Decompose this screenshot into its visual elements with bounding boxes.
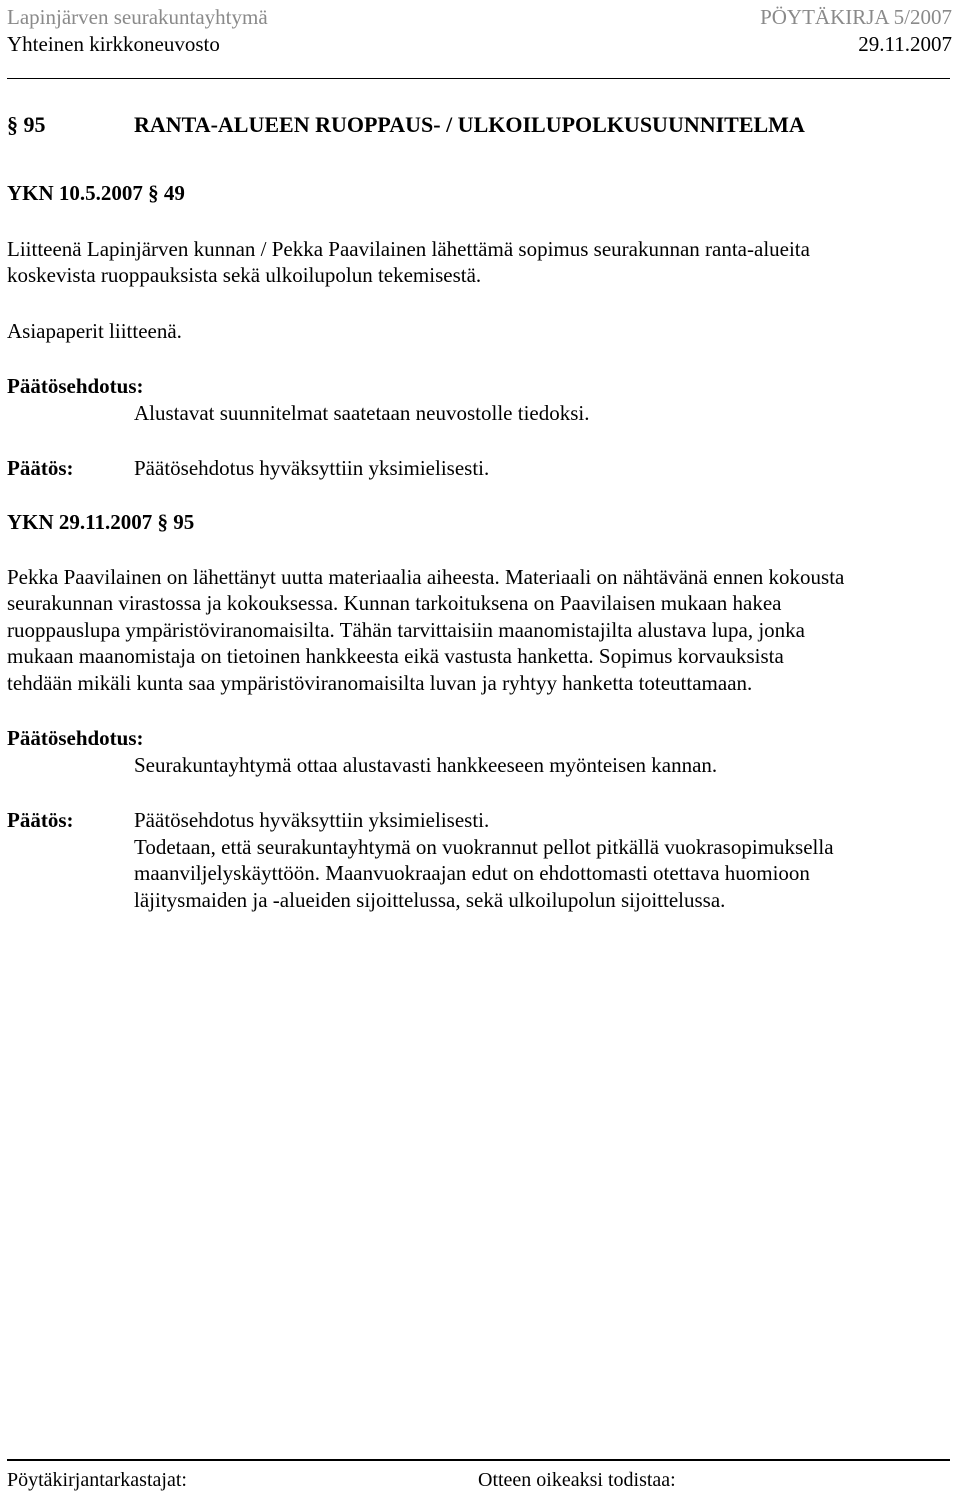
body-line-5: tehdään mikäli kunta saa ympäristöviranomaisilta luvan ja ryhtyy hanketta toteuttamaan. <box>7 671 753 695</box>
document-type: PÖYTÄKIRJA 5/2007 <box>760 5 952 29</box>
ykn-reference-2: YKN 29.11.2007 § 95 <box>7 510 195 534</box>
proposal-text-2: Seurakuntayhtymä ottaa alustavasti hankkeeseen myönteisen kannan. <box>134 753 718 777</box>
proposal-label-1: Päätösehdotus: <box>7 374 144 398</box>
meeting-date: 29.11.2007 <box>858 32 952 56</box>
organization-name: Lapinjärven seurakuntayhtymä <box>7 5 268 29</box>
decision-label-2: Päätös: <box>7 808 74 832</box>
section-title: RANTA-ALUEEN RUOPPAUS- / ULKOILUPOLKUSUUNNITELMA <box>134 112 805 137</box>
footer-certification: Otteen oikeaksi todistaa: <box>478 1469 676 1491</box>
ykn-reference-1: YKN 10.5.2007 § 49 <box>7 181 185 205</box>
attachment-line-2: koskevista ruoppauksista sekä ulkoilupolun tekemisestä. <box>7 263 482 287</box>
attachment-line-1: Liitteenä Lapinjärven kunnan / Pekka Paavilainen lähettämä sopimus seurakunnan ranta-alueita <box>7 237 810 261</box>
section-number: § 95 <box>7 112 46 137</box>
papers-note: Asiapaperit liitteenä. <box>7 319 182 343</box>
decision-line-4: läjitysmaiden ja -alueiden sijoittelussa, sekä ulkoilupolun sijoittelussa. <box>134 888 726 912</box>
footer-reviewers: Pöytäkirjantarkastajat: <box>7 1469 187 1491</box>
proposal-text-1: Alustavat suunnitelmat saatetaan neuvostolle tiedoksi. <box>134 401 590 425</box>
footer-rule <box>7 1459 950 1461</box>
decision-line-3: maanviljelyskäyttöön. Maanvuokraajan edut on ehdottomasti otettava huomioon <box>134 861 810 885</box>
proposal-label-2: Päätösehdotus: <box>7 726 144 750</box>
decision-text-1: Päätösehdotus hyväksyttiin yksimielisesti. <box>134 456 490 480</box>
decision-label-1: Päätös: <box>7 456 74 480</box>
body-line-4: mukaan maanomistaja on tietoinen hankkeesta eikä vastusta hanketta. Sopimus korvauksista <box>7 644 784 668</box>
body-line-2: seurakunnan virastossa ja kokouksessa. Kunnan tarkoituksena on Paavilaisen mukaan hakea <box>7 591 782 615</box>
decision-line-1: Päätösehdotus hyväksyttiin yksimielisesti. <box>134 808 490 832</box>
decision-line-2: Todetaan, että seurakuntayhtymä on vuokrannut pellot pitkällä vuokrasopimuksella <box>134 835 834 859</box>
header-rule <box>7 78 950 79</box>
body-line-1: Pekka Paavilainen on lähettänyt uutta materiaalia aiheesta. Materiaali on nähtävänä ennen kokousta <box>7 565 845 589</box>
body-line-3: ruoppauslupa ympäristöviranomaisilta. Tähän tarvittaisiin maanomistajilta alustava lupa, jonka <box>7 618 805 642</box>
board-name: Yhteinen kirkkoneuvosto <box>7 32 220 56</box>
